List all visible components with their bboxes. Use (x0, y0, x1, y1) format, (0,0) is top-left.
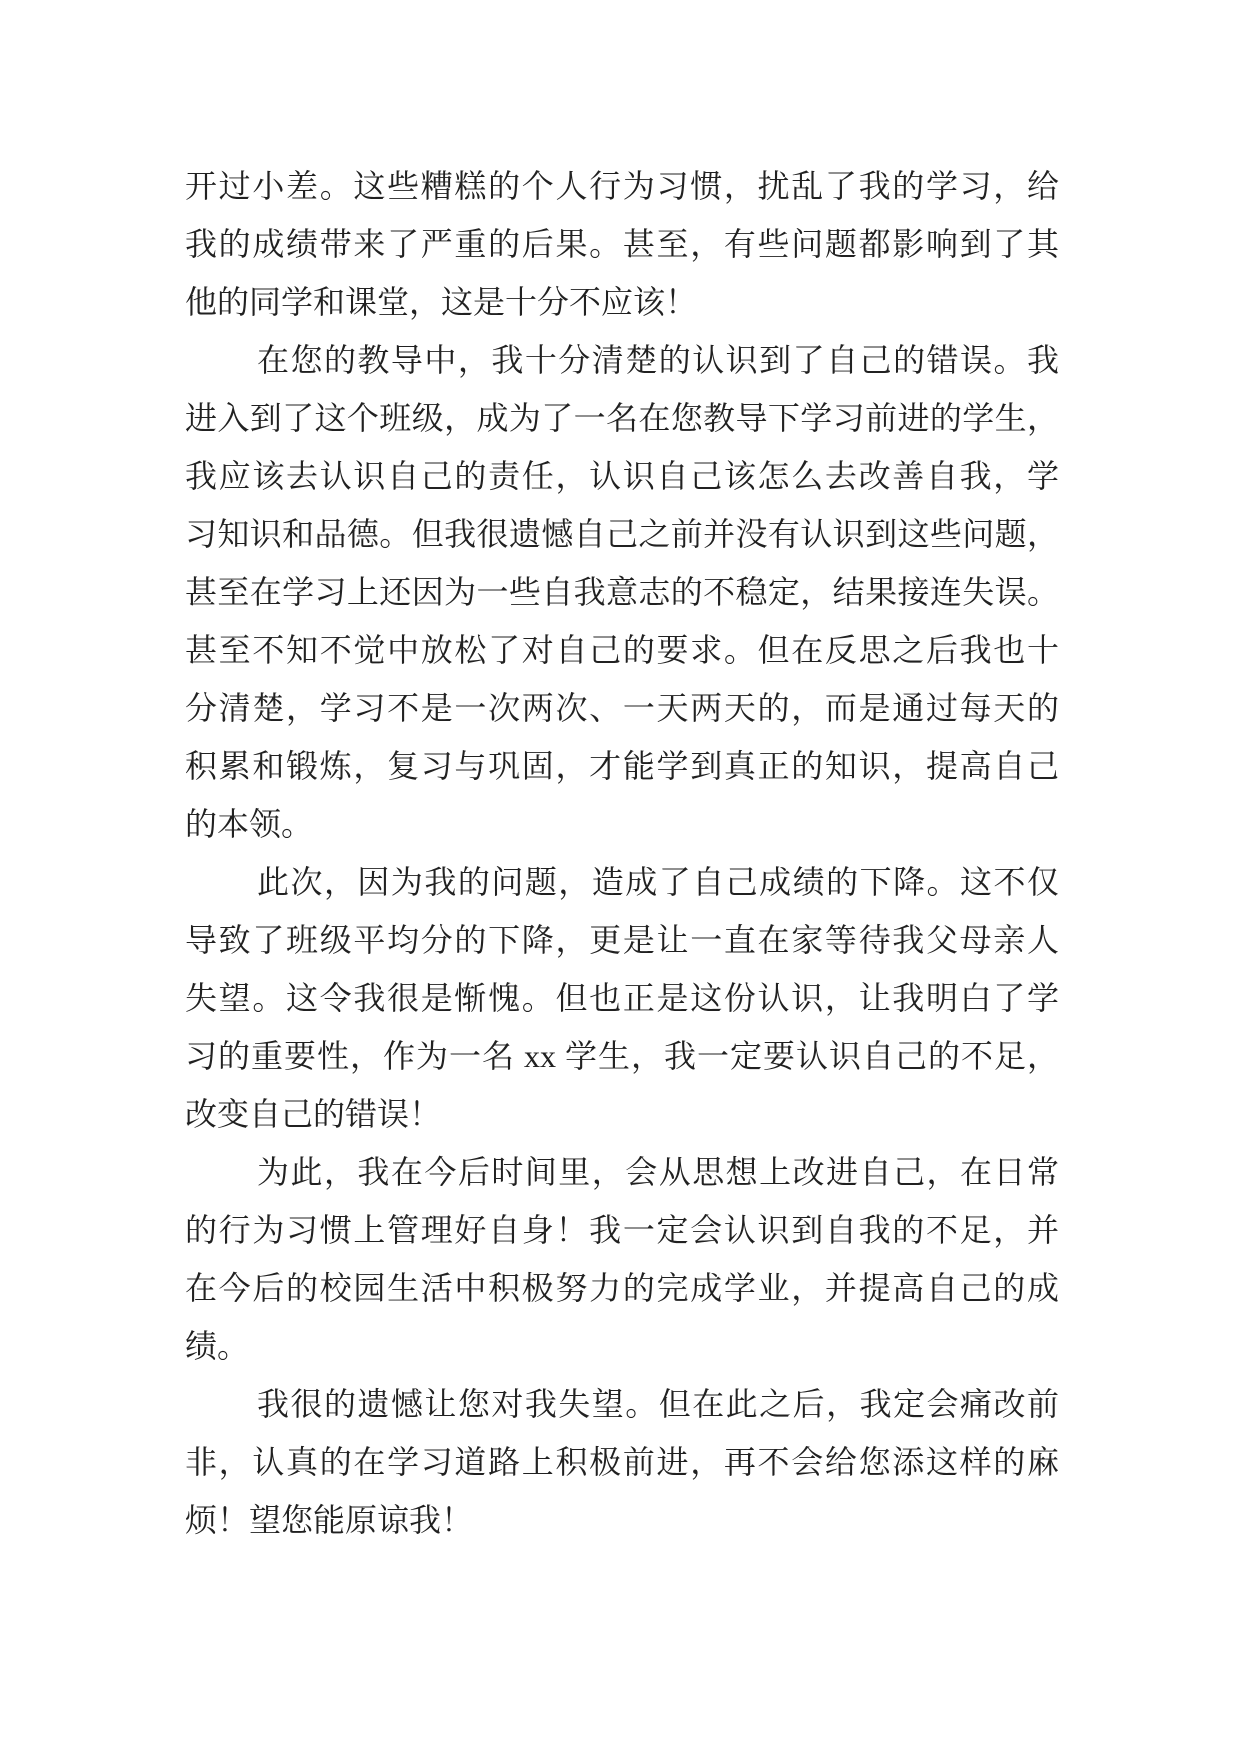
text-line: 积累和锻炼，复习与巩固，才能学到真正的知识，提高自己 (185, 748, 1059, 784)
text-line: 开过小差。这些糟糕的个人行为习惯，扰乱了我的学习，给 (185, 168, 1059, 204)
text-line: 甚至在学习上还因为一些自我意志的不稳定，结果接连失误。 (185, 574, 1059, 610)
text-line: 他的同学和课堂，这是十分不应该！ (185, 284, 698, 320)
document-text-block (185, 157, 1059, 1549)
text-line: 在您的教导中，我十分清楚的认识到了自己的错误。我 (257, 342, 1059, 378)
text-line: 习知识和品德。但我很遗憾自己之前并没有认识到这些问题， (185, 516, 1059, 552)
text-line: 烦！望您能原谅我！ (185, 1502, 474, 1538)
text-line: 分清楚，学习不是一次两次、一天两天的，而是通过每天的 (185, 690, 1059, 726)
text-line: 改变自己的错误！ (185, 1096, 442, 1132)
text-line: 的行为习惯上管理好自身！我一定会认识到自我的不足，并 (185, 1212, 1059, 1248)
text-line: 导致了班级平均分的下降，更是让一直在家等待我父母亲人 (185, 922, 1059, 958)
text-line: 失望。这令我很是惭愧。但也正是这份认识，让我明白了学 (185, 980, 1059, 1016)
text-line: 我的成绩带来了严重的后果。甚至，有些问题都影响到了其 (185, 226, 1059, 262)
text-line: 在今后的校园生活中积极努力的完成学业，并提高自己的成 (185, 1270, 1059, 1306)
text-line: 习的重要性，作为一名 xx 学生，我一定要认识自己的不足， (185, 1038, 1059, 1074)
text-line: 绩。 (185, 1328, 250, 1364)
text-line: 我很的遗憾让您对我失望。但在此之后，我定会痛改前 (257, 1386, 1059, 1422)
text-line: 我应该去认识自己的责任，认识自己该怎么去改善自我，学 (185, 458, 1059, 494)
text-line: 的本领。 (185, 806, 314, 842)
text-line: 为此，我在今后时间里，会从思想上改进自己，在日常 (257, 1154, 1059, 1190)
text-line: 进入到了这个班级，成为了一名在您教导下学习前进的学生， (185, 400, 1059, 436)
text-line: 此次，因为我的问题，造成了自己成绩的下降。这不仅 (257, 864, 1059, 900)
text-line: 非，认真的在学习道路上积极前进，再不会给您添这样的麻 (185, 1444, 1059, 1480)
text-line: 甚至不知不觉中放松了对自己的要求。但在反思之后我也十 (185, 632, 1059, 668)
